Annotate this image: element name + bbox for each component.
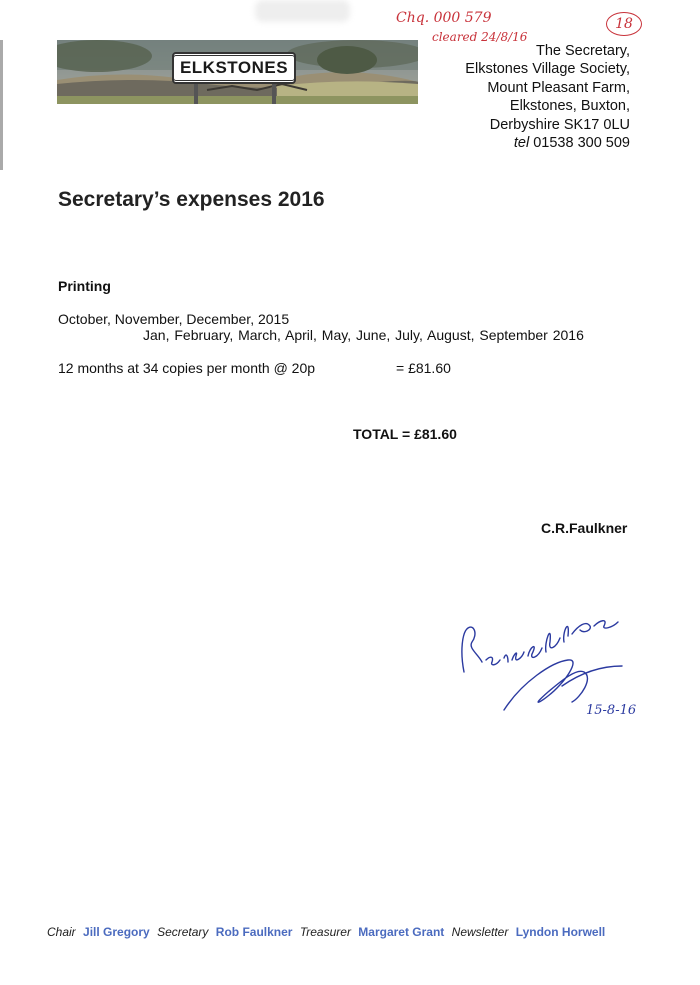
newsletter-name: Lyndon Horwell [515, 925, 606, 939]
line-item-description: 12 months at 34 copies per month @ 20p [58, 360, 316, 376]
tel-number: 01538 300 509 [533, 135, 630, 152]
newsletter-label: Newsletter [451, 925, 509, 939]
treasurer-label: Treasurer [299, 925, 351, 939]
treasurer-name: Margaret Grant [358, 925, 445, 939]
scan-edge-shadow [0, 40, 3, 170]
village-sign [172, 52, 296, 84]
page-number: 18 [615, 16, 633, 32]
page-number-circle [606, 12, 642, 36]
address-line: The Secretary, [535, 43, 630, 59]
signature-stroke-note [462, 621, 618, 672]
address-block [465, 42, 630, 152]
sign-post-right [272, 84, 276, 104]
signature-date: 15-8-16 [586, 703, 637, 718]
address-line: Mount Pleasant Farm, [487, 79, 630, 96]
address-line: Derbyshire SK17 0LU [489, 116, 630, 133]
address-line: Elkstones, Buxton, [509, 98, 630, 115]
secretary-label: Secretary [157, 925, 209, 939]
tel-label: tel [513, 135, 530, 152]
cleared-annotation: cleared 24/8/16 [432, 30, 528, 44]
scan-smudge [255, 0, 350, 22]
sign-post-left [194, 84, 198, 104]
line-item-amount: = £81.60 [396, 360, 451, 376]
chair-name: Jill Gregory [83, 925, 150, 939]
section-heading: Printing [58, 278, 111, 294]
total-amount: TOTAL = £81.60 [353, 426, 457, 442]
telephone-line [465, 134, 630, 152]
months-2015: October, November, December, 2015 [58, 311, 290, 327]
signatory-name: C.R.Faulkner [541, 520, 628, 536]
months-2016: Jan, February, March, April, May, June, July, August, September 2016 [143, 327, 584, 343]
footer-officers [47, 925, 609, 939]
handwritten-signature [452, 612, 642, 722]
village-sign-text: ELKSTONES [173, 55, 295, 81]
chair-label: Chair [47, 925, 76, 939]
address-line: Elkstones Village Society, [465, 61, 630, 78]
page-title: Secretary’s expenses 2016 [58, 188, 325, 211]
cheque-annotation: Chq. 000 579 [396, 10, 492, 26]
secretary-name: Rob Faulkner [215, 925, 293, 939]
